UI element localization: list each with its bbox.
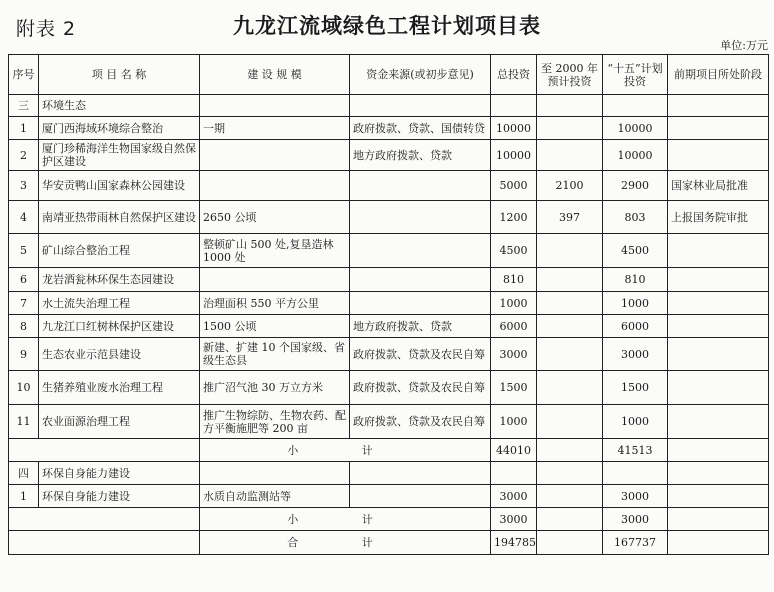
row-stage [668, 117, 769, 140]
row-no: 9 [9, 338, 39, 371]
subtotal-row [9, 508, 769, 531]
col-header-name: 项 目 名 称 [39, 55, 200, 95]
row-by2000 [537, 117, 603, 140]
row-scale [200, 140, 350, 171]
row-no: 1 [9, 117, 39, 140]
row-stage [668, 338, 769, 371]
row-plan: 2900 [603, 171, 668, 201]
row-name: 厦门珍稀海洋生物国家级自然保护区建设 [39, 140, 200, 171]
subtotal-plan: 3000 [603, 508, 668, 531]
row-scale: 水质自动监测站等 [200, 485, 350, 508]
section-number: 三 [9, 95, 39, 117]
row-scale: 新建、扩建 10 个国家级、省级生态县 [200, 338, 350, 371]
row-total: 3000 [491, 485, 537, 508]
row-name: 厦门西海域环境综合整治 [39, 117, 200, 140]
col-header-scale: 建 设 规 模 [200, 55, 350, 95]
row-total: 3000 [491, 338, 537, 371]
row-total: 4500 [491, 234, 537, 268]
row-scale: 推广生物综防、生物农药、配方平衡施肥等 200 亩 [200, 405, 350, 439]
row-name: 华安贡鸭山国家森林公园建设 [39, 171, 200, 201]
page-title: 九龙江流域绿色工程计划项目表 [233, 14, 541, 38]
row-source: 政府拨款、贷款及农民自筹 [350, 371, 491, 405]
row-by2000 [537, 485, 603, 508]
row-name: 龙岩酒瓮林环保生态园建设 [39, 268, 200, 292]
row-source [350, 201, 491, 234]
row-name: 水土流失治理工程 [39, 292, 200, 315]
row-scale [200, 268, 350, 292]
col-header-no: 序号 [9, 55, 39, 95]
row-stage: 上报国务院审批 [668, 201, 769, 234]
subtotal-label: 小 计 [200, 439, 491, 462]
row-stage [668, 315, 769, 338]
section-title: 环境生态 [39, 95, 200, 117]
project-table [8, 54, 769, 555]
table-row [9, 315, 769, 338]
table-row [9, 171, 769, 201]
row-by2000 [537, 371, 603, 405]
row-stage [668, 371, 769, 405]
row-no: 3 [9, 171, 39, 201]
row-scale: 整顿矿山 500 处,复垦造林 1000 处 [200, 234, 350, 268]
row-no: 7 [9, 292, 39, 315]
row-by2000 [537, 140, 603, 171]
row-total: 10000 [491, 117, 537, 140]
row-source: 政府拨款、贷款及农民自筹 [350, 405, 491, 439]
row-source [350, 485, 491, 508]
row-no: 2 [9, 140, 39, 171]
row-stage [668, 485, 769, 508]
row-stage [668, 234, 769, 268]
row-plan: 10000 [603, 117, 668, 140]
appendix-label: 附表 2 [16, 18, 77, 40]
grand-total-label: 合 计 [200, 531, 491, 555]
row-total: 1200 [491, 201, 537, 234]
row-by2000 [537, 292, 603, 315]
col-header-plan: “十五”计划投资 [603, 55, 668, 95]
row-scale: 治理面积 550 平方公里 [200, 292, 350, 315]
row-stage [668, 140, 769, 171]
row-name: 农业面源治理工程 [39, 405, 200, 439]
subtotal-total: 3000 [491, 508, 537, 531]
row-plan: 10000 [603, 140, 668, 171]
row-name: 环保自身能力建设 [39, 485, 200, 508]
row-total: 810 [491, 268, 537, 292]
row-total: 1500 [491, 371, 537, 405]
col-header-source: 资金来源(或初步意见) [350, 55, 491, 95]
row-plan: 1500 [603, 371, 668, 405]
table-row [9, 485, 769, 508]
row-by2000 [537, 338, 603, 371]
row-source: 政府拨款、贷款及农民自筹 [350, 338, 491, 371]
table-row [9, 338, 769, 371]
table-row [9, 234, 769, 268]
row-no: 10 [9, 371, 39, 405]
table-row [9, 292, 769, 315]
table-row [9, 371, 769, 405]
table-row [9, 140, 769, 171]
row-by2000 [537, 405, 603, 439]
col-header-total: 总投资 [491, 55, 537, 95]
table-row [9, 117, 769, 140]
section-number: 四 [9, 462, 39, 485]
table-header-row [9, 55, 769, 95]
row-source: 政府拨款、贷款、国债转贷 [350, 117, 491, 140]
row-total: 1000 [491, 292, 537, 315]
row-plan: 803 [603, 201, 668, 234]
row-total: 5000 [491, 171, 537, 201]
table-row [9, 405, 769, 439]
subtotal-row [9, 439, 769, 462]
row-no: 4 [9, 201, 39, 234]
row-stage: 国家林业局批准 [668, 171, 769, 201]
grand-total-row [9, 531, 769, 555]
row-no: 5 [9, 234, 39, 268]
row-source [350, 268, 491, 292]
grand-total-plan: 167737 [603, 531, 668, 555]
row-source [350, 292, 491, 315]
table-row [9, 201, 769, 234]
row-plan: 3000 [603, 485, 668, 508]
row-name: 矿山综合整治工程 [39, 234, 200, 268]
row-name: 南靖亚热带雨林自然保护区建设 [39, 201, 200, 234]
subtotal-total: 44010 [491, 439, 537, 462]
row-by2000: 2100 [537, 171, 603, 201]
grand-total-total: 194785 [491, 531, 537, 555]
row-scale [200, 171, 350, 201]
row-by2000 [537, 315, 603, 338]
row-by2000 [537, 268, 603, 292]
table-row [9, 268, 769, 292]
row-name: 九龙江口红树林保护区建设 [39, 315, 200, 338]
section-row [9, 95, 769, 117]
row-scale: 一期 [200, 117, 350, 140]
row-plan: 3000 [603, 338, 668, 371]
row-stage [668, 292, 769, 315]
row-stage [668, 268, 769, 292]
row-total: 6000 [491, 315, 537, 338]
section-row [9, 462, 769, 485]
row-no: 8 [9, 315, 39, 338]
row-name: 生猪养殖业废水治理工程 [39, 371, 200, 405]
subtotal-plan: 41513 [603, 439, 668, 462]
row-total: 10000 [491, 140, 537, 171]
subtotal-label: 小 计 [200, 508, 491, 531]
row-stage [668, 405, 769, 439]
row-plan: 810 [603, 268, 668, 292]
row-source [350, 171, 491, 201]
row-scale: 1500 公顷 [200, 315, 350, 338]
section-title: 环保自身能力建设 [39, 462, 200, 485]
row-source: 地方政府拨款、贷款 [350, 315, 491, 338]
row-plan: 1000 [603, 405, 668, 439]
row-plan: 4500 [603, 234, 668, 268]
row-total: 1000 [491, 405, 537, 439]
row-name: 生态农业示范县建设 [39, 338, 200, 371]
row-plan: 1000 [603, 292, 668, 315]
col-header-by2000: 至 2000 年预计投资 [537, 55, 603, 95]
row-by2000 [537, 234, 603, 268]
row-plan: 6000 [603, 315, 668, 338]
row-no: 6 [9, 268, 39, 292]
row-source [350, 234, 491, 268]
col-header-stage: 前期项目所处阶段 [668, 55, 769, 95]
row-by2000: 397 [537, 201, 603, 234]
row-no: 1 [9, 485, 39, 508]
row-scale: 推广沼气池 30 万立方米 [200, 371, 350, 405]
row-source: 地方政府拨款、贷款 [350, 140, 491, 171]
unit-label: 单位:万元 [720, 39, 768, 52]
row-scale: 2650 公顷 [200, 201, 350, 234]
row-no: 11 [9, 405, 39, 439]
